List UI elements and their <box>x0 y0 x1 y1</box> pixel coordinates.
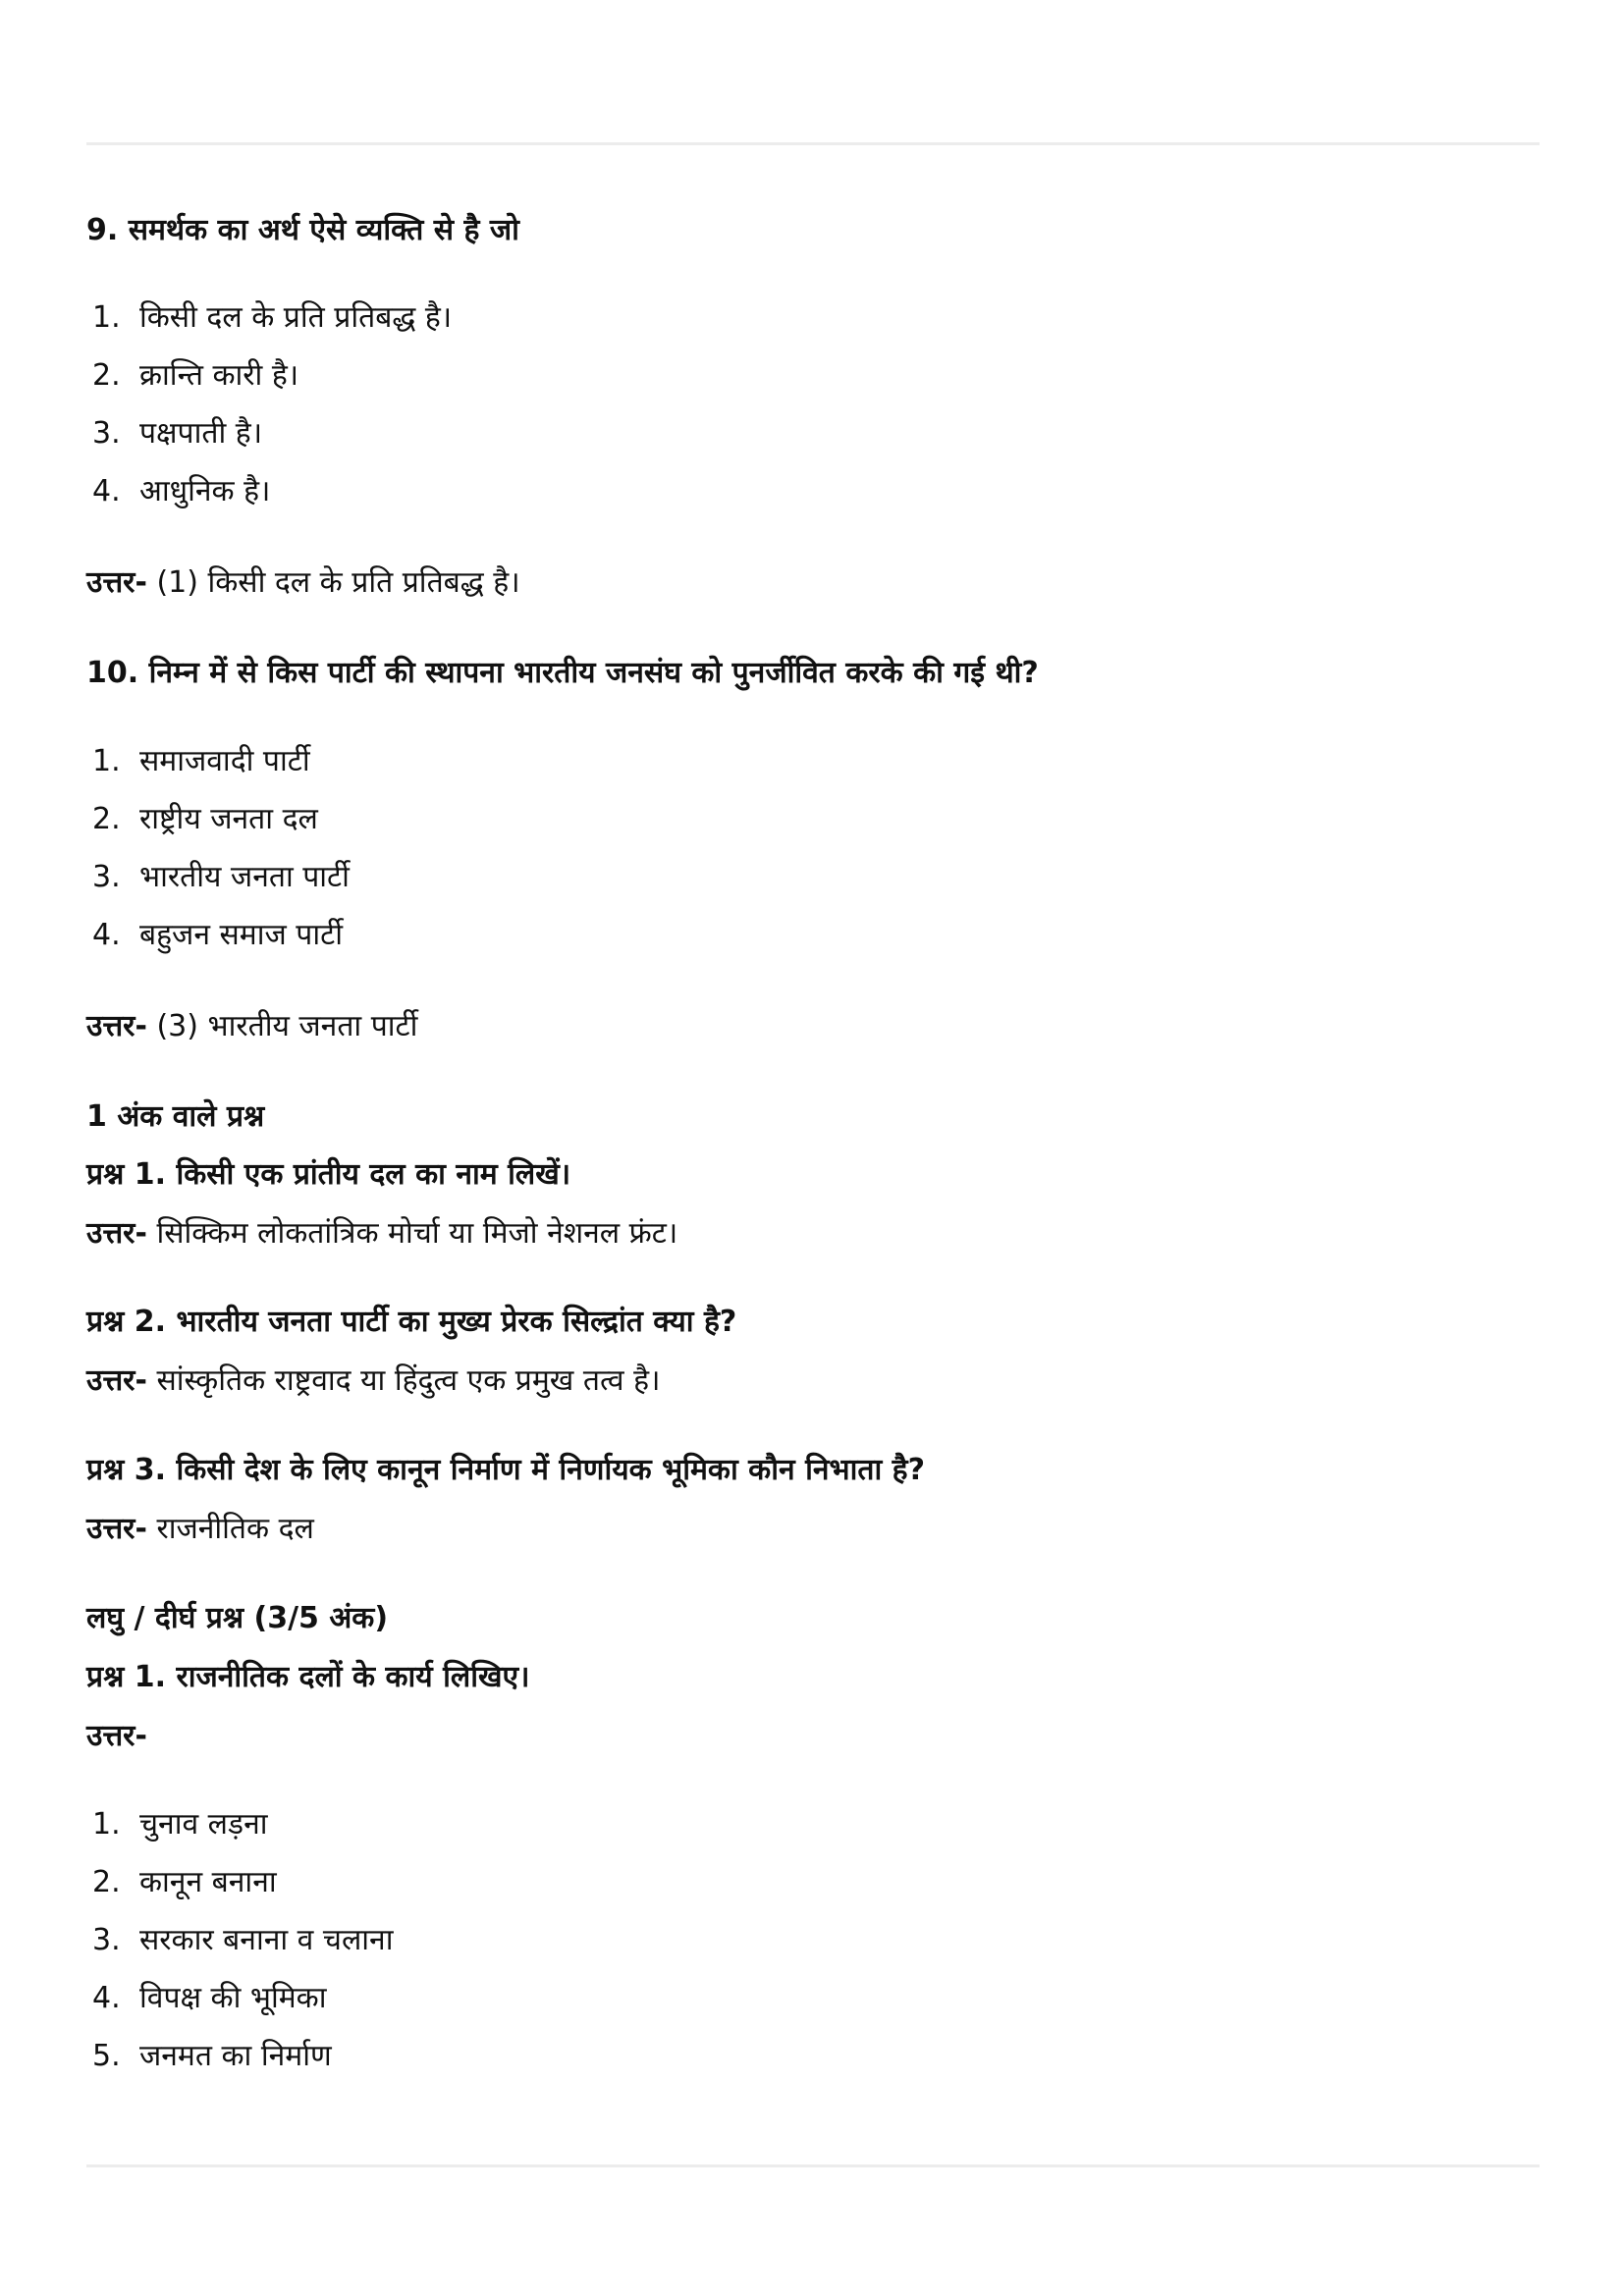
item-number: 3. <box>92 1923 121 1957</box>
option-number: 4. <box>92 474 121 508</box>
option-number: 1. <box>92 744 121 778</box>
question-10: 10. निम्न में से किस पार्टी की स्थापना भारतीय जनसंघ को पुनर्जीवित करके की गई थी? <box>86 656 1039 690</box>
answer-label: उत्तर- <box>86 1216 147 1251</box>
item-number: 2. <box>92 1865 121 1899</box>
option-text: पक्षपाती है। <box>139 416 263 451</box>
bottom-divider <box>86 2164 1540 2167</box>
answer-label: उत्तर- <box>86 1009 147 1043</box>
answer-text: राजनीतिक दल <box>146 1512 314 1546</box>
one-mark-answer-2 <box>86 1361 660 1402</box>
one-mark-question-2: प्रश्न 2. भारतीय जनता पार्टी का मुख्य प्रेरक सिल्द्रांत क्या है? <box>86 1305 737 1339</box>
one-mark-heading: 1 अंक वाले प्रश्न <box>86 1099 265 1134</box>
question-9: 9. समर्थक का अर्थ ऐसे व्यक्ति से है जो <box>86 213 519 247</box>
item-number: 5. <box>92 2039 121 2073</box>
option-text: राष्ट्रीय जनता दल <box>139 802 318 836</box>
option-number: 2. <box>92 802 121 836</box>
option-text: आधुनिक है। <box>139 474 271 508</box>
top-divider <box>86 142 1540 145</box>
item-text: सरकार बनाना व चलाना <box>139 1923 394 1957</box>
option-number: 2. <box>92 358 121 393</box>
option-text: क्रान्ति कारी है। <box>139 358 299 393</box>
item-text: चुनाव लड़ना <box>139 1807 268 1842</box>
answer-label: उत्तर- <box>86 565 147 600</box>
one-mark-question-1: प्रश्न 1. किसी एक प्रांतीय दल का नाम लिखें। <box>86 1157 571 1192</box>
long-answer-label: उत्तर- <box>86 1719 147 1753</box>
item-text: विपक्ष की भूमिका <box>139 1981 327 2015</box>
answer-text: सांस्कृतिक राष्ट्रवाद या हिंदुत्व एक प्रमुख तत्व है। <box>146 1363 661 1398</box>
option-number: 4. <box>92 918 121 952</box>
long-answer-heading: लघु / दीर्घ प्रश्न (3/5 अंक) <box>86 1601 389 1635</box>
one-mark-question-3: प्रश्न 3. किसी देश के लिए कानून निर्माण में निर्णायक भूमिका कौन निभाता है? <box>86 1453 925 1487</box>
item-text: कानून बनाना <box>139 1865 277 1899</box>
answer-text: (1) किसी दल के प्रति प्रतिबद्ध है। <box>146 565 520 600</box>
option-number: 3. <box>92 860 121 894</box>
answer-label: उत्तर- <box>86 1363 147 1398</box>
answer-label: उत्तर- <box>86 1512 147 1546</box>
option-number: 1. <box>92 300 121 335</box>
option-text: किसी दल के प्रति प्रतिबद्ध है। <box>139 300 453 335</box>
answer-10 <box>86 1006 417 1047</box>
item-number: 4. <box>92 1981 121 2015</box>
answer-9 <box>86 562 520 604</box>
one-mark-answer-1 <box>86 1213 677 1255</box>
one-mark-answer-3 <box>86 1509 314 1550</box>
item-number: 1. <box>92 1807 121 1842</box>
option-text: भारतीय जनता पार्टी <box>139 860 350 894</box>
item-text: जनमत का निर्माण <box>139 2039 332 2073</box>
option-text: समाजवादी पार्टी <box>139 744 310 778</box>
option-text: बहुजन समाज पार्टी <box>139 918 343 952</box>
answer-text: सिक्किम लोकतांत्रिक मोर्चा या मिजो नेशनल फ्रंट। <box>146 1216 678 1251</box>
answer-text: (3) भारतीय जनता पार्टी <box>146 1009 418 1043</box>
long-answer-question-1: प्रश्न 1. राजनीतिक दलों के कार्य लिखिए। <box>86 1660 530 1694</box>
option-number: 3. <box>92 416 121 451</box>
